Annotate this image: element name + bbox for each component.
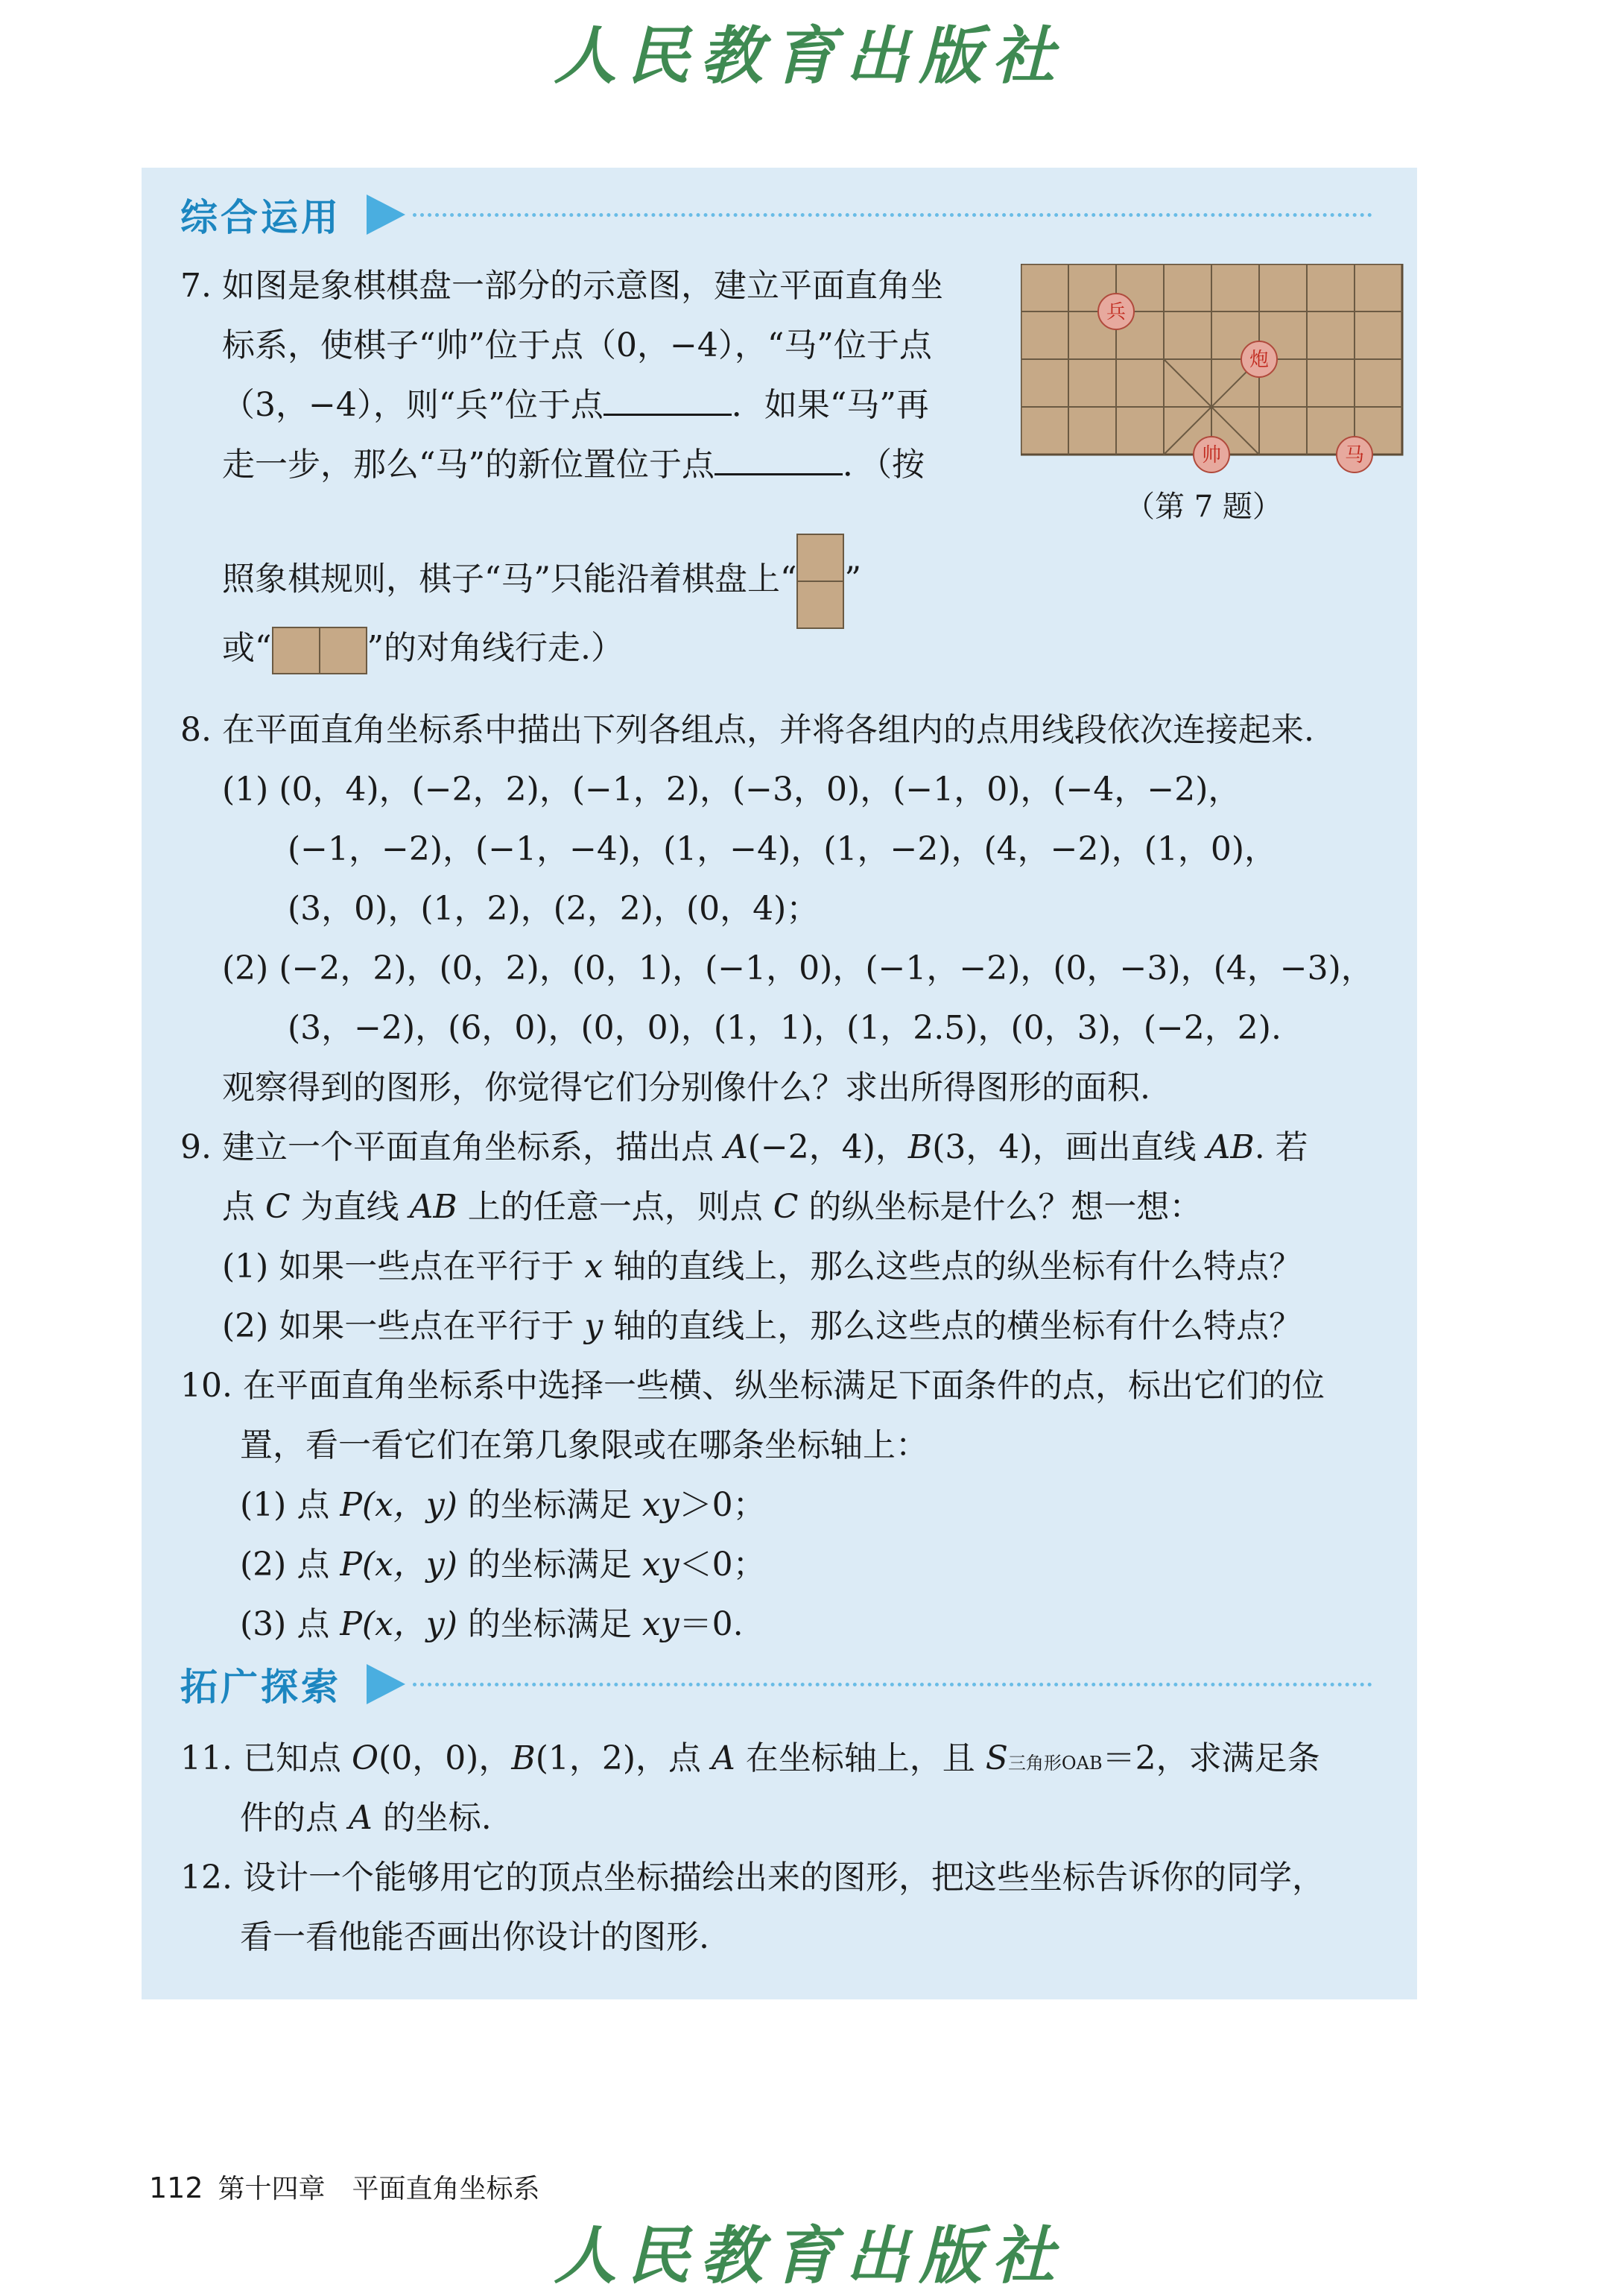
q9-line-3: (1) 如果一些点在平行于 x 轴的直线上，那么这些点的纵坐标有什么特点？ — [222, 1247, 1302, 1285]
page-footer — [149, 2170, 540, 2207]
publisher-logo-bottom: 人民教育出版社 — [554, 2218, 1065, 2292]
chessboard-svg — [1021, 264, 1408, 480]
q11-line-1: 11. 已知点 O(0，0)，B(1，2)，点 A 在坐标轴上，且 S三角形OAB＝2，求满足条 — [180, 1739, 1320, 1777]
vertical-cells-icon — [796, 534, 844, 629]
q12-line-2: 看一看他能否画出你设计的图形. — [240, 1918, 709, 1956]
chessboard-figure — [1021, 264, 1408, 483]
q10-line-2: 置，看一看它们在第几象限或在哪条坐标轴上： — [240, 1426, 928, 1464]
svg-text:马: 马 — [1344, 444, 1365, 467]
svg-text:兵: 兵 — [1106, 301, 1127, 323]
q9-line-2: 点 C 为直线 AB 上的任意一点，则点 C 的纵坐标是什么？想一想： — [222, 1188, 1203, 1226]
section-title: 拓广探索 — [180, 1666, 341, 1709]
q8-line-2: (1) (0，4)，(−2，2)，(−1，2)，(−3，0)，(−1，0)，(−4，−2)， — [222, 771, 1241, 809]
q7-line-6: 或“ ”的对角线行走.） — [222, 626, 624, 674]
chapter-title: 平面直角坐标系 — [352, 2174, 540, 2204]
horizontal-cells-icon — [272, 627, 367, 674]
publisher-logo-top: 人民教育出版社 — [554, 19, 1065, 92]
piece-bing — [1098, 294, 1134, 329]
q7-line-4: 走一步，那么“马”的新位置位于点 ．（按 — [222, 446, 925, 484]
answer-blank — [715, 445, 843, 475]
section-heading-explore — [180, 1654, 1372, 1714]
chapter-label: 第十四章 — [218, 2174, 326, 2204]
q7-line-5: 照象棋规则，棋子“马”只能沿着棋盘上“ ” — [222, 534, 861, 629]
arrow-right-icon — [367, 195, 405, 235]
q10-line-4: (2) 点 P(x，y) 的坐标满足 xy＜0； — [240, 1546, 766, 1584]
piece-pao — [1241, 341, 1277, 377]
q9-line-1: 9. 建立一个平面直角坐标系，描出点 A(−2，4)，B(3，4)，画出直线 AB. 若 — [180, 1128, 1308, 1166]
piece-ma — [1337, 437, 1372, 472]
section-title: 综合运用 — [180, 196, 341, 239]
q9-line-4: (2) 如果一些点在平行于 y 轴的直线上，那么这些点的横坐标有什么特点？ — [222, 1307, 1302, 1345]
q12-line-1: 12. 设计一个能够用它的顶点坐标描绘出来的图形，把这些坐标告诉你的同学， — [180, 1859, 1325, 1897]
q10-line-1: 10. 在平面直角坐标系中选择一些横、纵坐标满足下面条件的点，标出它们的位 — [180, 1367, 1325, 1405]
piece-shuai — [1194, 437, 1229, 472]
q10-line-5: (3) 点 P(x，y) 的坐标满足 xy＝0. — [240, 1605, 744, 1643]
answer-blank — [603, 385, 732, 416]
q8-line-1: 8. 在平面直角坐标系中描出下列各组点，并将各组内的点用线段依次连接起来. — [180, 711, 1314, 749]
dotted-rule — [413, 1683, 1372, 1686]
q8-line-4: (3，0)，(1，2)，(2，2)，(0，4)； — [288, 890, 820, 928]
figure-caption: （第 7 题） — [1125, 490, 1282, 524]
q7-line-3: （3，−4），则“兵”位于点 ．如果“马”再 — [222, 386, 929, 424]
section-heading-comprehensive — [180, 185, 1372, 244]
q8-line-3: (−1，−2)，(−1，−4)，(1，−4)，(1，−2)，(4，−2)，(1，0)， — [288, 830, 1277, 868]
svg-text:帅: 帅 — [1201, 444, 1222, 467]
q7-line-2: 标系，使棋子“帅”位于点（0，−4），“马”位于点 — [222, 326, 932, 364]
q8-line-5: (2) (−2，2)，(0，2)，(0，1)，(−1，0)，(−1，−2)，(0，−3)，(4，−3)， — [222, 949, 1374, 987]
q7-line-1: 7. 如图是象棋棋盘一部分的示意图，建立平面直角坐 — [180, 267, 943, 305]
q10-line-3: (1) 点 P(x，y) 的坐标满足 xy＞0； — [240, 1486, 766, 1524]
page-number: 112 — [149, 2172, 203, 2204]
q8-line-7: 观察得到的图形，你觉得它们分别像什么？求出所得图形的面积. — [222, 1069, 1150, 1107]
arrow-right-icon — [367, 1664, 405, 1704]
dotted-rule — [413, 213, 1372, 217]
svg-text:炮: 炮 — [1249, 349, 1270, 371]
q8-line-6: (3，−2)，(6，0)，(0，0)，(1，1)，(1，2.5)，(0，3)，(−2，2). — [288, 1009, 1281, 1047]
q11-line-2: 件的点 A 的坐标. — [240, 1799, 492, 1837]
